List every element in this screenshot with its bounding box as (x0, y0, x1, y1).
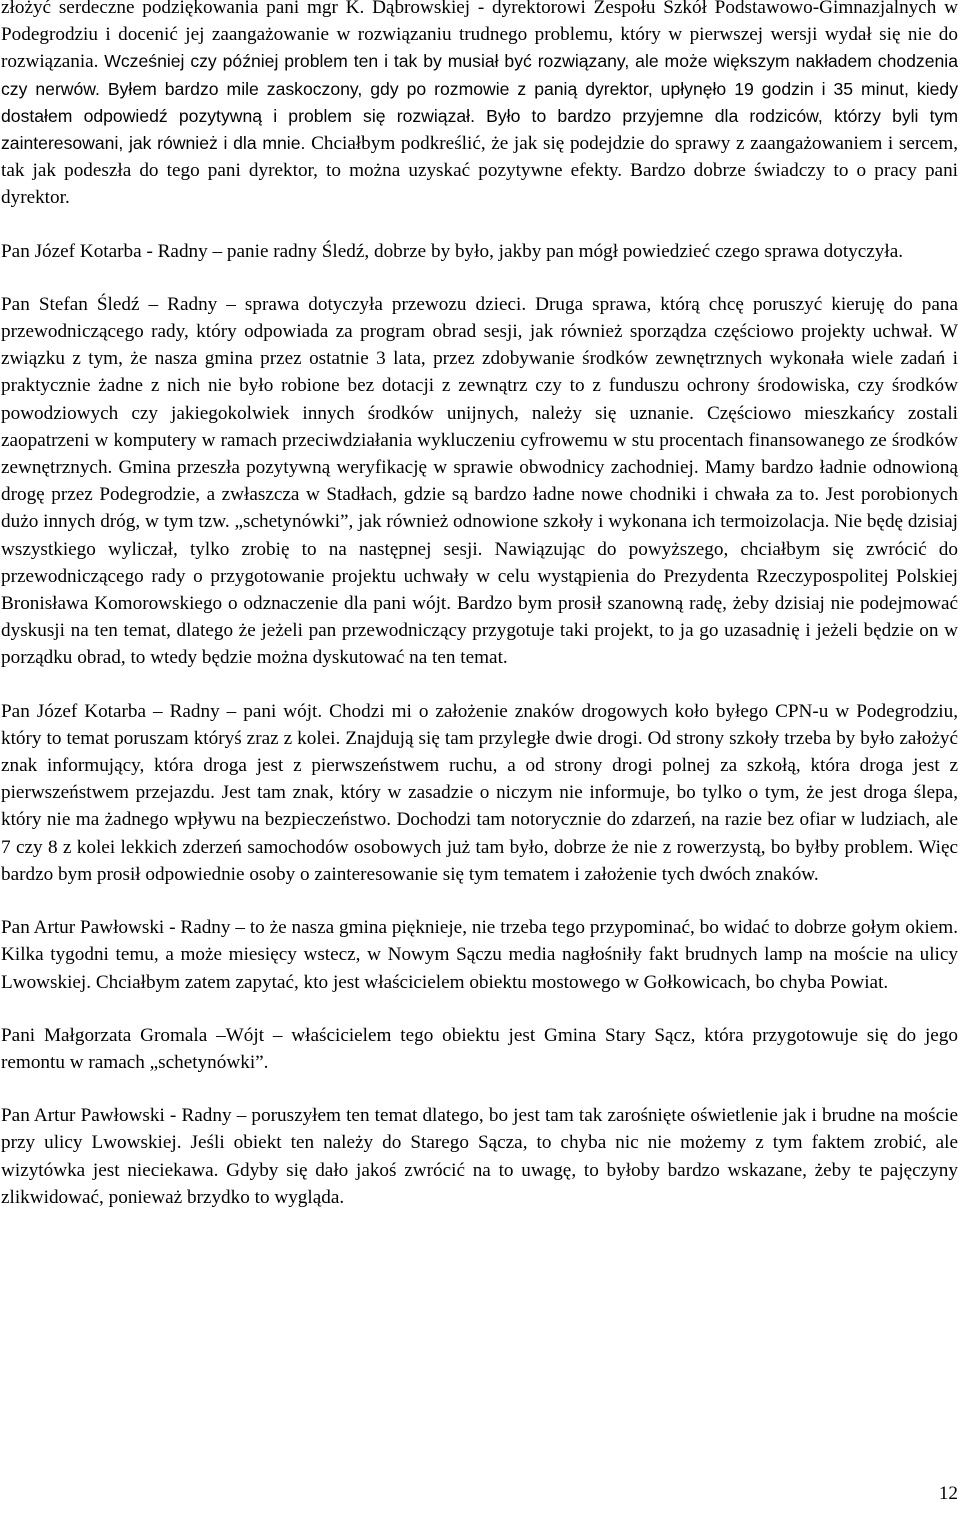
text-segment: Pan Artur Pawłowski - Radny – poruszyłem ten temat dlatego, bo jest tam tak zarośnięte oświetlenie jak i brudne na moście przy ulicy Lwowskiej. Jeśli obiekt ten należy do Starego Sącza, to chyba nic nie możemy z tym faktem zrobić, ale wizytówka jest nieciekawa. Gdyby się dało jakoś zwrócić na to uwagę, to byłoby bardzo wskazane, żeby te pajęczyny zlikwidować, ponieważ brzydko to wygląda. (1, 1105, 958, 1208)
paragraph-sledz (1, 291, 958, 672)
paragraph-pawlowski-2 (1, 1102, 958, 1211)
text-segment: złożyć serdeczne podziękowania pani mgr K. Dąbrowskiej - dyrektorowi Zespołu Szkół Podstawowo-Gimnazjalnych w Podegrodziu i docenić jej zaangażowanie w rozwiązaniu trudnego problemu, który w pierwszej wersji wydał się nie do rozwiązania. (1, 0, 958, 73)
text-segment-sans: Wcześniej czy później problem ten i tak by musiał być rozwiązany, ale może większym nakładem chodzenia czy nerwów. Byłem bardzo mile zaskoczony, gdy po rozmowie z panią dyrektor, upłynęło 19 godzin i 35 minut, kiedy dostałem odpowiedź pozytywną i problem się rozwiązał. Było to bardzo przyjemne dla rodziców, którzy byli tym zainteresowani, jak również i dla mnie. (1, 51, 958, 154)
paragraph-podziekowania (1, 0, 958, 212)
text-segment: Chciałbym podkreślić, że jak się podejdzie do sprawy z zaangażowaniem i sercem, tak jak podeszła do tego pani dyrektor, to można uzyskać pozytywne efekty. Bardzo dobrze świadczy to o pracy pani dyrektor. (1, 133, 958, 209)
text-segment: Pan Stefan Śledź – Radny – sprawa dotyczyła przewozu dzieci. Druga sprawa, którą chcę poruszyć kieruję do pana przewodniczącego rady, który odpowiada za program obrad sesji, jak również sporządza częściowo projekty uchwał. W związku z tym, że nasza gmina przez ostatnie 3 lata, przez zdobywanie środków zewnętrznych wykonała wiele zadań i praktycznie żadne z nich nie było robione bez dotacji z zewnątrz czy to z funduszu ochrony środowiska, czy środków powodziowych czy jakiegokolwiek innych środków unijnych, należy się uznanie. Częściowo mieszkańcy zostali zaopatrzeni w komputery w ramach przeciwdziałania wykluczeniu cyfrowemu w stu procentach finansowanego ze środków zewnętrznych. Gmina przeszła pozytywną weryfikację w sprawie obwodnicy zachodniej. Mamy bardzo ładnie odnowioną drogę przez Podegrodzie, a zwłaszcza w Stadłach, gdzie są bardzo ładne nowe chodniki i chwała za to. Jest porobionych dużo innych dróg, w tym tzw. „schetynówki”, jak również odnowione szkoły i wykonana ich termoizolacja. Nie będę dzisiaj wszystkiego wyliczał, tylko zrobię to na następnej sesji. Nawiązując do powyższego, chciałbym się zwrócić do przewodniczącego rady o przygotowanie projektu uchwały w celu wystąpienia do Prezydenta Rzeczypospolitej Polskiej Bronisława Komorowskiego o odznaczenie dla pani wójt. Bardzo bym prosił szanowną radę, żeby dzisiaj nie podejmować dyskusji na ten temat, dlatego że jeżeli pan przewodniczący przygotuje taki projekt, to ja go uzasadnię i jeżeli będzie on w porządku obrad, to wtedy będzie można dyskutować na ten temat. (1, 293, 958, 669)
text-segment: Pan Artur Pawłowski - Radny – to że nasza gmina pięknieje, nie trzeba tego przypominać, bo widać to dobrze gołym okiem. Kilka tygodni temu, a może miesięcy wstecz, w Nowym Sączu media nagłośniły fakt brudnych lamp na moście na ulicy Lwowskiej. Chciałbym zatem zapytać, kto jest właścicielem obiektu mostowego w Gołkowicach, bo chyba Powiat. (1, 917, 958, 993)
text-segment: Pan Józef Kotarba – Radny – pani wójt. Chodzi mi o założenie znaków drogowych koło byłego CPN-u w Podegrodziu, który to temat poruszam któryś zraz z kolei. Znajdują się tam przyległe dwie drogi. Od strony szkoły trzeba by było założyć znak informujący, która droga jest z pierwszeństwem ruchu, a od strony drogi polnej za szkołą, która droga jest z pierwszeństwem przejazdu. Jest tam znak, który w zasadzie o niczym nie informuje, bo tylko o tym, że jest droga ślepa, który nie ma żadnego wpływu na bezpieczeństwo. Dochodzi tam notorycznie do zdarzeń, na razie bez ofiar w ludziach, ale 7 czy 8 z kolei lekkich zderzeń samochodów osobowych już tam było, dobrze że nie z rowerzystą, bo byłby problem. Więc bardzo bym prosił odpowiednie osoby o zainteresowanie się tym tematem i założenie tych dwóch znaków. (1, 700, 958, 885)
paragraph-gromala (1, 1022, 958, 1076)
page-number: 12 (938, 1483, 958, 1504)
text-segment: Pani Małgorzata Gromala –Wójt – właścicielem tego obiektu jest Gmina Stary Sącz, która przygotowuje się do jego remontu w ramach „schetynówki”. (1, 1024, 958, 1073)
paragraph-pawlowski-1 (1, 914, 958, 996)
paragraph-kotarba-2 (1, 698, 958, 888)
paragraph-kotarba-1 (1, 238, 958, 265)
text-segment: Pan Józef Kotarba - Radny – panie radny Śledź, dobrze by było, jakby pan mógł powiedzieć czego sprawa dotyczyła. (1, 240, 904, 262)
